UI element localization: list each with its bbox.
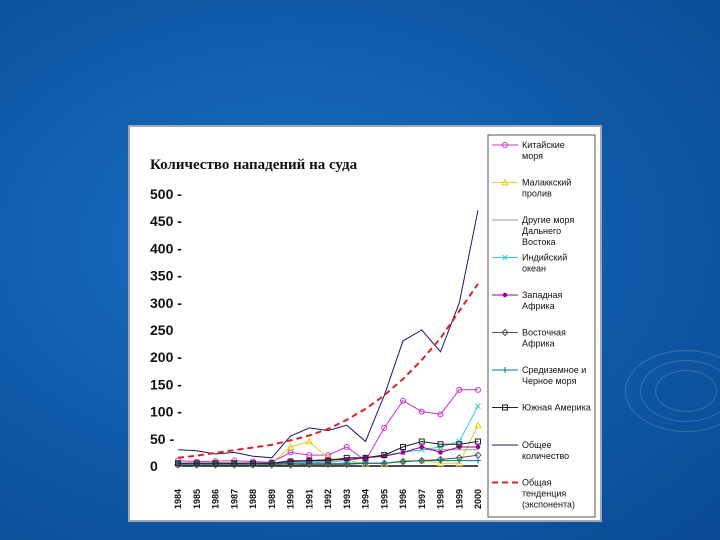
legend-label: Другие моря Дальнего Востока	[522, 215, 575, 247]
x-tick-label: 1998	[435, 488, 446, 509]
legend-label: Китайские моря	[522, 140, 565, 161]
legend-label: Южная Америка	[522, 402, 591, 413]
x-tick-label: 2000	[473, 488, 483, 509]
y-tick-label: 450 -	[150, 213, 182, 230]
data-point	[475, 422, 481, 428]
chart-card	[128, 125, 602, 522]
legend-label: Общее количество	[522, 440, 570, 461]
x-tick-label: 1999	[454, 488, 465, 509]
y-tick-label: 350 -	[150, 267, 182, 284]
x-tick-label: 1988	[248, 488, 258, 509]
legend-label: Западная Африка	[522, 290, 563, 311]
x-tick-label: 1986	[210, 488, 221, 509]
x-tick-label: 1993	[341, 488, 352, 509]
series-8	[178, 210, 478, 457]
x-tick-label: 1997	[416, 488, 427, 509]
x-tick-label: 1990	[285, 488, 296, 509]
series-line	[178, 210, 478, 457]
legend-label: Общая тенденция (экспонента)	[522, 477, 575, 510]
x-tick-label: 1994	[360, 488, 371, 509]
data-point	[420, 445, 424, 449]
data-point	[475, 458, 481, 464]
data-point	[439, 451, 443, 455]
y-tick-label: 250	[150, 322, 174, 338]
x-tick-label: 1995	[379, 488, 390, 509]
y-tick-labels	[150, 186, 182, 474]
y-tick-label: 400 -	[150, 240, 182, 257]
x-tick-label: 1996	[398, 488, 408, 509]
series-line	[178, 284, 478, 458]
x-tick-label: 1984	[173, 488, 183, 509]
data-point	[401, 451, 405, 455]
y-tick-label: 300 -	[150, 294, 182, 311]
ripple-decoration	[625, 350, 720, 432]
y-tick-label: 150 -	[150, 376, 182, 393]
y-tick-label: 50 -	[150, 430, 175, 447]
legend-label: Индийский океан	[522, 252, 568, 274]
x-tick-label: 1985	[191, 488, 202, 509]
legend-label: Восточная Африка	[522, 327, 566, 349]
chart-title: Количество нападений на суда	[150, 157, 358, 173]
x-tick-label: 1992	[323, 488, 333, 509]
x-tick-label: 1989	[266, 488, 277, 509]
data-point	[503, 293, 507, 297]
y-tick-label: 500 -	[150, 186, 182, 202]
y-tick-label: 0	[150, 458, 158, 474]
y-tick-label: 200 -	[150, 349, 182, 366]
x-tick-labels	[173, 489, 483, 509]
series-lines	[175, 210, 481, 468]
chart	[130, 127, 600, 520]
x-tick-label: 1987	[229, 488, 240, 509]
series-9	[178, 284, 478, 458]
legend-label: Средиземное и Черное моря	[522, 365, 587, 386]
data-point	[476, 445, 480, 449]
y-tick-label: 100 -	[150, 403, 182, 420]
data-point	[476, 404, 481, 409]
data-point	[400, 459, 406, 465]
x-tick-label: 1991	[304, 488, 315, 509]
legend-label: Малаккский пролив	[522, 177, 572, 199]
